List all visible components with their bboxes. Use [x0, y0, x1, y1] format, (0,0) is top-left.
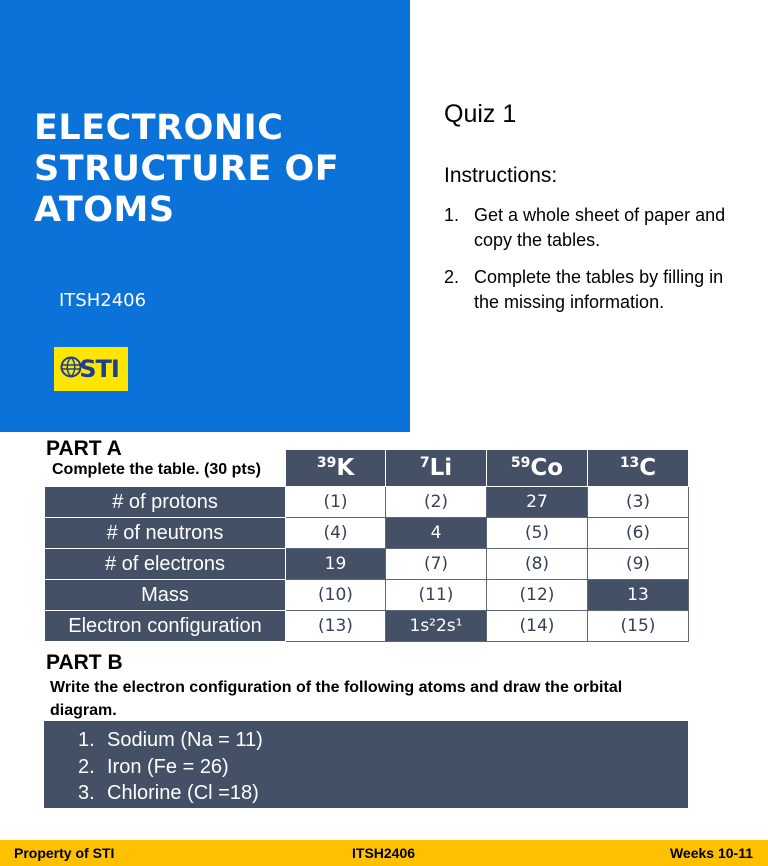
table-cell: (15)	[588, 611, 689, 642]
sti-logo	[54, 347, 128, 391]
table-cell: 13	[588, 580, 689, 611]
element-header	[588, 450, 689, 487]
title-line: STRUCTURE OF	[34, 149, 340, 189]
item-number: 2.	[78, 755, 95, 778]
table-row	[45, 518, 689, 549]
table-cell: (14)	[487, 611, 588, 642]
title-panel	[0, 0, 410, 432]
table-cell: (5)	[487, 518, 588, 549]
table-cell: 27	[487, 487, 588, 518]
part-b-subtitle: Write the electron configuration of the following atoms and draw the orbital diagram.	[50, 679, 623, 719]
row-label: # of neutrons	[45, 518, 286, 549]
element-symbol: Li	[429, 455, 453, 481]
row-label: # of protons	[45, 487, 286, 518]
element-header	[286, 450, 386, 487]
course-code: ITSH2406	[59, 290, 147, 311]
item-text: Iron (Fe = 26)	[107, 755, 229, 778]
instructions-list	[444, 203, 744, 327]
table-cell: (2)	[386, 487, 487, 518]
logo-text: STI	[79, 355, 119, 383]
table-cell: 19	[286, 549, 386, 580]
mass-number: 13	[619, 455, 640, 471]
table-cell: (1)	[286, 487, 386, 518]
footer-right: Weeks 10-11	[669, 845, 753, 861]
table-cell: 1s²2s¹	[386, 611, 487, 642]
table-cell: (12)	[487, 580, 588, 611]
table-cell: (9)	[588, 549, 689, 580]
slide-title	[34, 108, 404, 231]
footer-left: Property of STI	[14, 845, 115, 861]
item-number: 1.	[78, 729, 95, 751]
list-item	[44, 727, 688, 754]
table-cell: (11)	[386, 580, 487, 611]
instruction-item	[444, 203, 744, 253]
part-a-title: PART A	[46, 437, 122, 460]
table-cell: (13)	[286, 611, 386, 642]
instruction-number: 1.	[444, 205, 460, 225]
globe-icon	[60, 356, 82, 378]
element-header	[487, 450, 588, 487]
item-text: Chlorine (Cl =18)	[107, 782, 259, 804]
element-symbol: C	[639, 455, 657, 481]
part-b-list	[44, 721, 688, 807]
list-item	[44, 754, 688, 781]
element-symbol: Co	[530, 455, 564, 481]
part-a-subtitle: Complete the table. (30 pts)	[52, 461, 261, 478]
title-line: ATOMS	[34, 190, 175, 230]
table-cell: (7)	[386, 549, 487, 580]
row-label: Mass	[45, 580, 286, 611]
instructions-heading: Instructions:	[444, 164, 558, 187]
title-line: ELECTRONIC	[34, 108, 284, 148]
table-row	[45, 487, 689, 518]
table-cell: 4	[386, 518, 487, 549]
list-item	[44, 780, 688, 807]
instruction-text: Complete the tables by filling in the missing information.	[474, 267, 724, 312]
instruction-item	[444, 265, 744, 315]
table-cell: (8)	[487, 549, 588, 580]
row-label: Electron configuration	[45, 611, 286, 642]
footer	[0, 840, 768, 866]
row-label: # of electrons	[45, 549, 286, 580]
mass-number: 59	[510, 455, 531, 471]
table-row	[45, 549, 689, 580]
item-text: Sodium (Na = 11)	[107, 729, 263, 751]
table-cell: (3)	[588, 487, 689, 518]
element-symbol: K	[336, 455, 355, 481]
part-b-box	[44, 721, 688, 808]
table-cell: (6)	[588, 518, 689, 549]
instruction-text: Get a whole sheet of paper and copy the tables.	[474, 205, 726, 250]
footer-center: ITSH2406	[352, 845, 416, 861]
table-cell: (10)	[286, 580, 386, 611]
table-row	[45, 580, 689, 611]
instruction-number: 2.	[444, 267, 460, 287]
part-b-title: PART B	[46, 651, 123, 674]
quiz-title: Quiz 1	[444, 100, 517, 128]
element-header	[386, 450, 487, 487]
mass-number: 7	[419, 455, 430, 471]
table-cell: (4)	[286, 518, 386, 549]
mass-number: 39	[316, 455, 337, 471]
table-row	[45, 611, 689, 642]
item-number: 3.	[78, 782, 95, 804]
